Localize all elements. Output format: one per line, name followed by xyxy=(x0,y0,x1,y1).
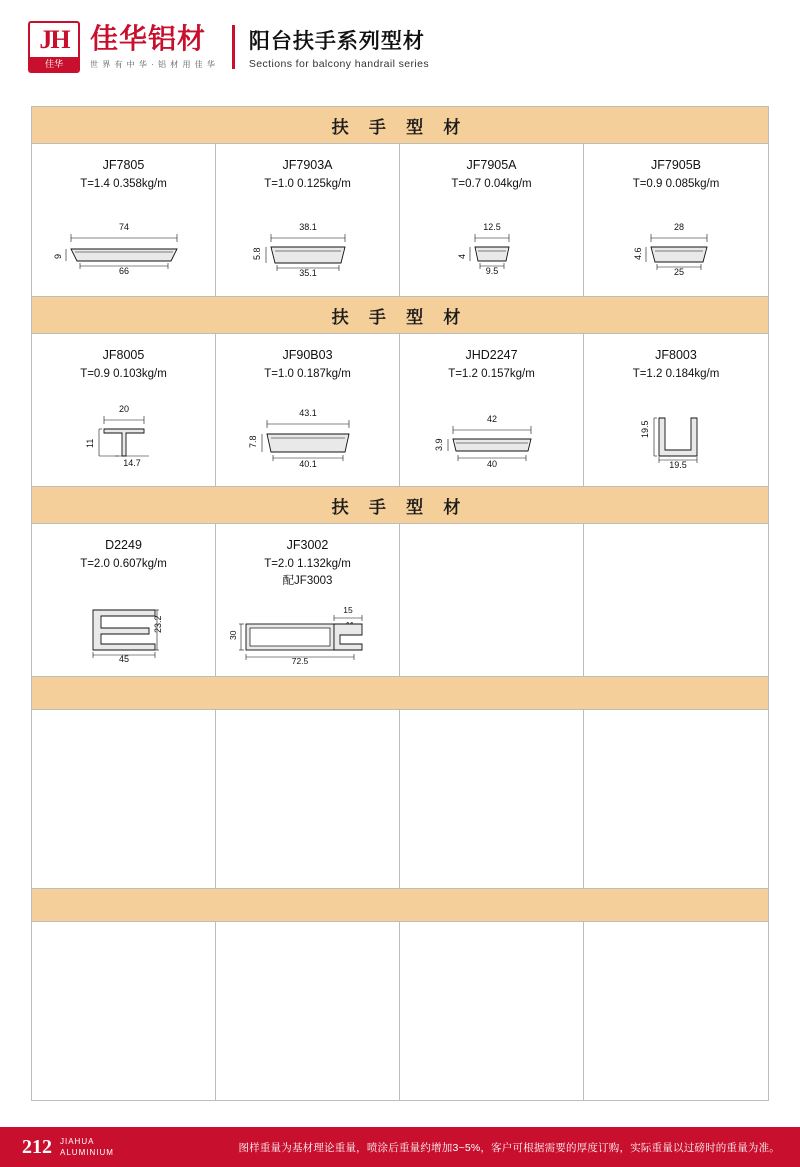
section-band-5 xyxy=(32,889,768,922)
profile-drawing-jf3002 xyxy=(216,604,399,666)
brand-slogan: 世 界 有 中 华 · 铝 材 用 佳 华 xyxy=(90,59,216,69)
profile-drawing-jf7805 xyxy=(32,216,215,286)
profile-cell-jhd2247[interactable] xyxy=(400,334,584,486)
profile-cell-empty xyxy=(584,524,768,676)
profile-cell-empty xyxy=(216,922,400,1100)
profile-spec: T=0.7 0.04kg/m xyxy=(451,178,532,190)
profile-spec: T=0.9 0.103kg/m xyxy=(80,368,167,380)
profile-cell-empty xyxy=(400,922,584,1100)
svg-text:38.1: 38.1 xyxy=(298,222,317,232)
profile-spec: T=2.0 1.132kg/m xyxy=(264,558,351,570)
section-band-2 xyxy=(32,297,768,334)
profile-cell-empty xyxy=(584,710,768,888)
page-title-english: Sections for balcony handrail series xyxy=(248,57,430,70)
svg-text:72.5: 72.5 xyxy=(291,656,308,666)
svg-text:23.2: 23.2 xyxy=(152,615,163,633)
profile-code: JF7903A xyxy=(282,158,333,172)
profile-cell-jf3002[interactable] xyxy=(216,524,400,676)
section-band-label: 扶 手 型 材 xyxy=(331,497,469,517)
profile-drawing-jf90b03 xyxy=(216,398,399,476)
svg-text:7.8: 7.8 xyxy=(247,435,258,448)
footer-brand-line2: ALUMINIUM xyxy=(60,1148,114,1157)
profile-spec: T=1.0 0.125kg/m xyxy=(264,178,351,190)
logo-chinese-label: 佳华 xyxy=(30,57,78,71)
profile-code: JF90B03 xyxy=(282,348,333,362)
profile-cell-jf7903a[interactable] xyxy=(216,144,400,296)
page-footer xyxy=(0,1127,800,1167)
company-logo xyxy=(28,21,80,73)
profile-cell-empty xyxy=(400,710,584,888)
page-title-chinese: 阳台扶手系列型材 xyxy=(248,28,425,53)
footer-brand-line1: JIAHUA xyxy=(60,1137,95,1146)
profile-cell-empty xyxy=(400,524,584,676)
svg-text:30: 30 xyxy=(227,630,238,640)
profile-drawing-jf8003 xyxy=(584,398,768,476)
section-band-3 xyxy=(32,487,768,524)
profile-spec: T=0.9 0.085kg/m xyxy=(632,178,720,190)
page-number: 212 xyxy=(22,1135,52,1158)
svg-text:28: 28 xyxy=(673,222,685,232)
profile-code: D2249 xyxy=(105,538,142,552)
profile-code: JHD2247 xyxy=(465,348,518,362)
svg-text:40: 40 xyxy=(486,459,497,469)
svg-text:35.1: 35.1 xyxy=(298,268,317,278)
section-band-label: 扶 手 型 材 xyxy=(331,117,469,137)
table-row xyxy=(32,922,768,1100)
svg-text:5.8: 5.8 xyxy=(251,247,262,260)
section-band-4 xyxy=(32,677,768,710)
brand-block xyxy=(90,25,216,70)
profile-drawing-jhd2247 xyxy=(400,398,583,476)
table-row xyxy=(32,334,768,487)
profile-table xyxy=(31,106,769,1101)
svg-text:4.6: 4.6 xyxy=(633,247,643,260)
section-band-1 xyxy=(32,107,768,144)
svg-text:66: 66 xyxy=(118,266,129,276)
profile-code: JF7905A xyxy=(466,158,517,172)
header-divider xyxy=(232,25,235,69)
svg-text:25: 25 xyxy=(673,267,685,277)
profile-cell-jf90b03[interactable] xyxy=(216,334,400,486)
section-band-label: 扶 手 型 材 xyxy=(331,307,469,327)
svg-text:14.7: 14.7 xyxy=(122,458,141,468)
footer-note: 图样重量为基材理论重量，喷涂后重量约增加3~5%，客户可根据需要的厚度订购，实际重量以过磅时的重量为准。 xyxy=(238,1141,780,1154)
svg-text:9: 9 xyxy=(52,253,63,259)
svg-text:42: 42 xyxy=(486,414,497,424)
profile-cell-jf7905b[interactable] xyxy=(584,144,768,296)
profile-spec: T=1.2 0.157kg/m xyxy=(448,368,535,380)
profile-drawing-jf7905a xyxy=(400,216,583,286)
profile-drawing-jf7905b xyxy=(584,216,768,286)
profile-code: JF8005 xyxy=(102,348,145,362)
profile-drawing-d2249 xyxy=(32,588,215,666)
footer-brand xyxy=(60,1136,114,1158)
profile-cell-jf7905a[interactable] xyxy=(400,144,584,296)
profile-cell-jf7805[interactable] xyxy=(32,144,216,296)
svg-text:4: 4 xyxy=(456,253,467,259)
svg-text:20: 20 xyxy=(118,404,129,414)
svg-text:74: 74 xyxy=(118,222,129,232)
svg-text:3.9: 3.9 xyxy=(433,438,444,451)
table-row xyxy=(32,524,768,677)
svg-text:45: 45 xyxy=(118,654,129,664)
profile-code: JF7805 xyxy=(102,158,145,172)
profile-drawing-jf7903a xyxy=(216,216,399,286)
profile-note: 配JF3003 xyxy=(282,575,333,587)
profile-cell-empty xyxy=(216,710,400,888)
profile-spec: T=2.0 0.607kg/m xyxy=(80,558,167,570)
page-header xyxy=(28,18,772,76)
brand-name: 佳华铝材 xyxy=(90,23,207,55)
table-row xyxy=(32,144,768,297)
profile-drawing-jf8005 xyxy=(32,398,215,476)
profile-spec: T=1.0 0.187kg/m xyxy=(264,368,351,380)
profile-cell-d2249[interactable] xyxy=(32,524,216,676)
profile-cell-jf8005[interactable] xyxy=(32,334,216,486)
svg-text:43.1: 43.1 xyxy=(298,408,317,418)
profile-cell-empty xyxy=(32,922,216,1100)
profile-cell-jf8003[interactable] xyxy=(584,334,768,486)
svg-text:12.5: 12.5 xyxy=(482,222,501,232)
table-row xyxy=(32,710,768,889)
svg-text:19.5: 19.5 xyxy=(669,460,687,470)
profile-code: JF3002 xyxy=(286,538,329,552)
profile-code: JF7905B xyxy=(650,158,702,172)
profile-cell-empty xyxy=(584,922,768,1100)
svg-text:40.1: 40.1 xyxy=(298,459,317,469)
profile-code: JF8003 xyxy=(655,348,697,362)
profile-spec: T=1.4 0.358kg/m xyxy=(80,178,167,190)
profile-spec: T=1.2 0.184kg/m xyxy=(632,368,720,380)
svg-text:11: 11 xyxy=(84,438,95,448)
profile-cell-empty xyxy=(32,710,216,888)
svg-text:19.5: 19.5 xyxy=(640,420,650,438)
logo-glyph: JH xyxy=(39,25,69,54)
svg-text:15: 15 xyxy=(342,605,353,615)
svg-text:9.5: 9.5 xyxy=(485,266,498,276)
page-title xyxy=(249,25,429,70)
